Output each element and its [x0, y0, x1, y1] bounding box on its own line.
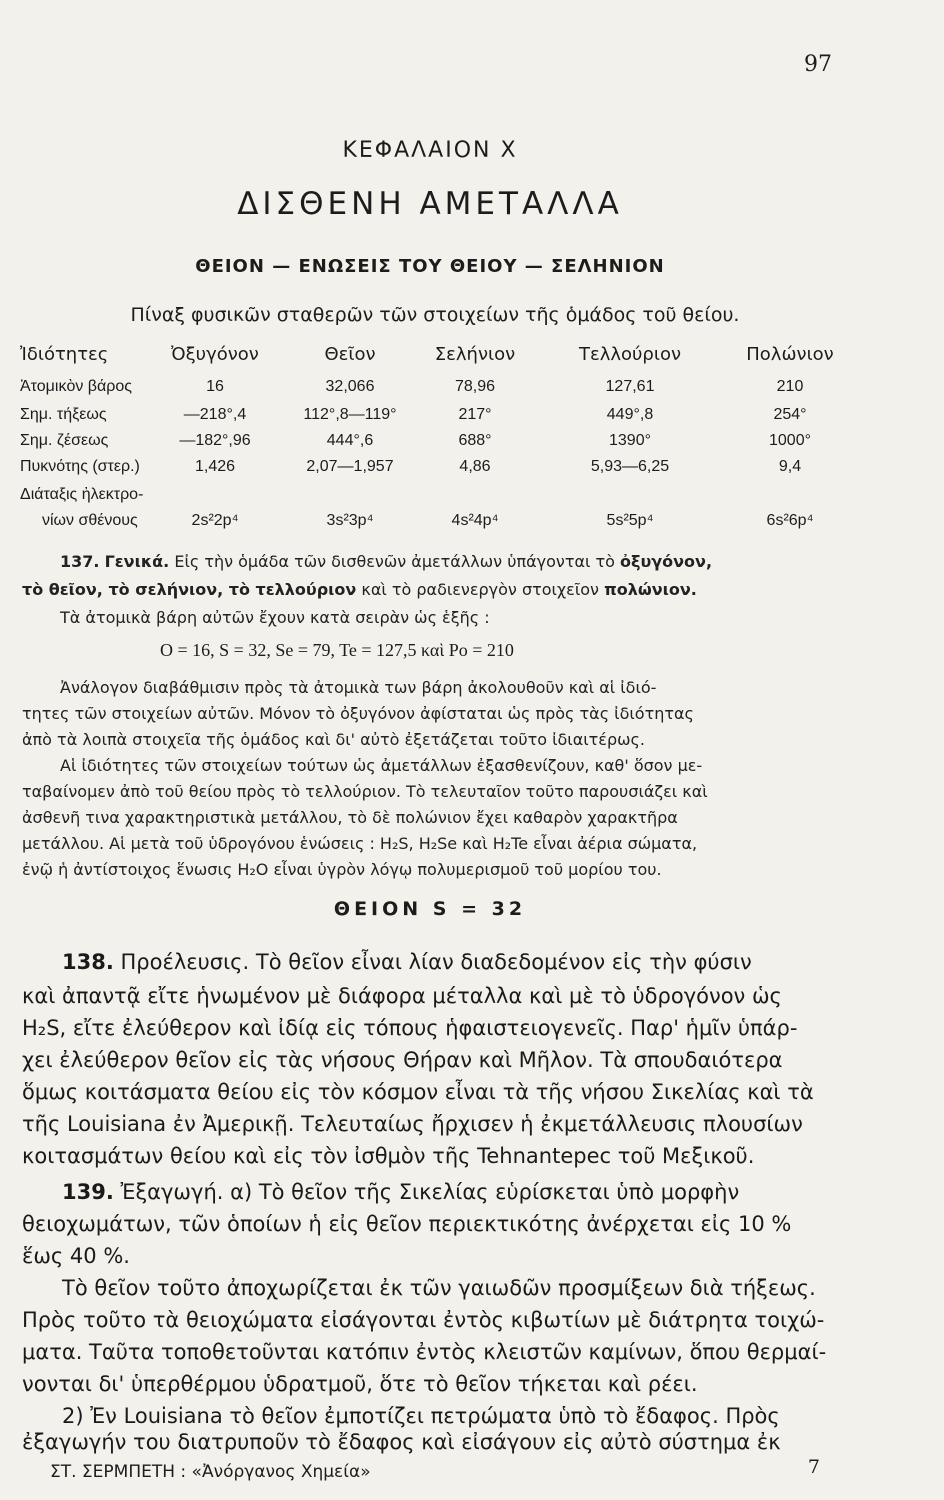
paragraph-line: ἀπὸ τὰ λοιπὰ στοιχεῖα τῆς ὁμάδος καὶ δι' αὐτὸ ἐξετάζεται τοῦτο ἰδιαιτέρως. [22, 730, 645, 749]
paragraph-line: ἀσθενῆ τινα χαρακτηριστικὰ μετάλλου, τὸ δὲ πολώνιον ἔχει καθαρὸν χαρακτῆρα [22, 808, 678, 827]
table-header: Ὀξυγόνον [171, 344, 259, 365]
paragraph-line: ἐξαγωγήν του διατρυποῦν τὸ ἔδαφος καὶ εἰσάγουν εἰς αὐτὸ σύστημα ἐκ [22, 1430, 781, 1454]
section-number: 137. [60, 552, 100, 571]
table-header: Θεῖον [324, 344, 376, 365]
table-cell: —218°,4 [183, 406, 247, 423]
table-cell: Σημ. τήξεως [20, 406, 107, 423]
section-title: ΘΕΙΟΝ S = 32 [333, 898, 527, 920]
section-heading: Προέλευσις. [120, 950, 250, 974]
table-cell: 127,61 [605, 378, 655, 395]
table-cell: 3s²3p⁴ [326, 512, 374, 529]
paragraph-line: 139. Ἐξαγωγή. α) Τὸ θεῖον τῆς Σικελίας εὑρίσκεται ὑπὸ μορφὴν [62, 1180, 740, 1204]
table-cell: 217° [458, 406, 492, 423]
paragraph-line: θειοχωμάτων, τῶν ὁποίων ἡ εἰς θεῖον περιεκτικότης ἀνέρχεται εἰς 10 % [22, 1212, 792, 1236]
paragraph-line: τῆς Louisiana ἐν Ἀμερικῇ. Τελευταίως ἤρχισεν ἡ ἐκμετάλλευσις πλουσίων [22, 1112, 803, 1136]
table-header: Τελλούριον [578, 344, 682, 365]
chapter-heading: ΚΕΦΑΛΑΙΟΝ Χ [342, 138, 518, 163]
paragraph-line: μετάλλου. Αἱ μετὰ τοῦ ὑδρογόνου ἑνώσεις : H₂S, H₂Se καὶ H₂Te εἶναι ἀέρια σώματα, [22, 834, 698, 853]
table-cell: 9,4 [778, 458, 802, 475]
paragraph-line: ταβαίνομεν ἀπὸ τοῦ θείου πρὸς τὸ τελλούριον. Τὸ τελευταῖον τοῦτο παρουσιάζει καὶ [22, 782, 708, 801]
table-cell: 78,96 [454, 378, 496, 395]
table-cell: Πυκνότης (στερ.) [20, 458, 140, 475]
table-cell: 16 [206, 378, 224, 395]
page-subtitle: ΘΕΙΟΝ — ΕΝΩΣΕΙΣ ΤΟΥ ΘΕΙΟΥ — ΣΕΛΗΝΙΟΝ [195, 256, 665, 277]
table-cell: 1000° [769, 432, 811, 449]
table-cell: Διάταξις ἠλεκτρο- [20, 486, 144, 503]
table-cell: 688° [458, 432, 492, 449]
paragraph-line: ἕως 40 %. [22, 1244, 130, 1268]
paragraph-line: 138. Προέλευσις. Τὸ θεῖον εἶναι λίαν διαδεδομένον εἰς τὴν φύσιν [62, 950, 752, 974]
paragraph-line: 2) Ἐν Louisiana τὸ θεῖον ἐμποτίζει πετρώματα ὑπὸ τὸ ἔδαφος. Πρὸς [62, 1404, 780, 1428]
paragraph-line: ματα. Ταῦτα τοποθετοῦνται κατόπιν ἐντὸς κλειστῶν καμίνων, ὅπου θερμαί- [22, 1340, 827, 1364]
paragraph-line: τὸ θεῖον, τὸ σελήνιον, τὸ τελλούριον καὶ τὸ ραδιενεργὸν στοιχεῖον πολώνιον. [22, 580, 697, 599]
table-header: Ἰδιότητες [20, 344, 109, 365]
table-cell: 210 [776, 378, 804, 395]
paragraph-line: 137. Γενικά. Εἰς τὴν ὁμάδα τῶν δισθενῶν ἀμετάλλων ὑπάγονται τὸ ὀξυγόνον, [60, 552, 713, 571]
table-cell: Σημ. ζέσεως [20, 432, 109, 449]
paragraph-line: κοιτασμάτων θείου καὶ εἰς τὸν ἰσθμὸν τῆς Tehnantepec τοῦ Μεξικοῦ. [22, 1144, 755, 1168]
section-number: 139. [62, 1180, 114, 1204]
table-cell: 254° [773, 406, 807, 423]
table-cell: 2s²2p⁴ [191, 512, 239, 529]
table-header: Σελήνιον [434, 344, 516, 365]
table-cell: 5,93—6,25 [590, 458, 670, 475]
table-cell: 4s²4p⁴ [451, 512, 499, 529]
table-caption: Πίναξ φυσικῶν σταθερῶν τῶν στοιχείων τῆς ὁμάδος τοῦ θείου. [130, 304, 740, 326]
paragraph-line: Τὸ θεῖον τοῦτο ἀποχωρίζεται ἐκ τῶν γαιωδῶν προσμίξεων διὰ τήξεως. [62, 1276, 816, 1300]
table-cell: Ἀτομικὸν βάρος [20, 378, 132, 395]
paragraph-line: Τὰ ἀτομικὰ βάρη αὐτῶν ἔχουν κατὰ σειρὰν ὡς ἑξῆς : [60, 608, 490, 627]
section-number: 138. [62, 950, 114, 974]
footer-signature-mark: 7 [807, 1456, 820, 1478]
table-header: Πολώνιον [746, 344, 834, 365]
table-cell: 444°,6 [326, 432, 374, 449]
table-cell: 32,066 [325, 378, 375, 395]
table-cell: 1390° [609, 432, 651, 449]
page-number: 97 [804, 52, 832, 77]
paragraph-line: ἐνῷ ἡ ἀντίστοιχος ἕνωσις H₂O εἶναι ὑγρὸν λόγῳ πολυμερισμοῦ τοῦ μορίου του. [22, 860, 662, 879]
table-cell: 2,07—1,957 [306, 458, 394, 475]
paragraph-line: Πρὸς τοῦτο τὰ θειοχώματα εἰσάγονται ἐντὸς κιβωτίων μὲ διάτρητα τοιχώ- [22, 1308, 825, 1332]
atomic-weights-formula: O = 16, S = 32, Se = 79, Te = 127,5 καὶ Po = 210 [160, 640, 514, 660]
table-cell: —182°,96 [179, 432, 251, 449]
paragraph-line: Αἱ ἰδιότητες τῶν στοιχείων τούτων ὡς ἀμετάλλων ἐξασθενίζουν, καθ' ὅσον με- [60, 756, 703, 775]
section-heading: Ἐξαγωγή. [120, 1180, 224, 1204]
table-cell: 4,86 [459, 458, 491, 475]
table-cell: νίων σθένους [42, 512, 138, 529]
page-title: ΔΙΣΘΕΝΗ ΑΜΕΤΑΛΛΑ [237, 186, 623, 222]
table-cell: 5s²5p⁴ [606, 512, 654, 529]
table-cell: 1,426 [194, 458, 236, 475]
table-cell: 449°,8 [606, 406, 654, 423]
paragraph-line: χει ἐλεύθερον θεῖον εἰς τὰς νήσους Θήραν καὶ Μῆλον. Τὰ σπουδαιότερα [22, 1048, 783, 1072]
table-cell: 112°,8—119° [303, 406, 397, 423]
table-cell: 6s²6p⁴ [766, 512, 814, 529]
paragraph-line: τητες τῶν στοιχείων αὐτῶν. Μόνον τὸ ὀξυγόνον ἀφίσταται ὡς πρὸς τὰς ἰδιότητας [22, 704, 694, 723]
paragraph-line: καὶ ἀπαντᾷ εἴτε ἡνωμένον μὲ διάφορα μέταλλα καὶ μὲ τὸ ὑδρογόνον ὡς [22, 984, 782, 1008]
paragraph-line: νονται δι' ὑπερθέρμου ὑδρατμοῦ, ὅτε τὸ θεῖον τήκεται καὶ ρέει. [22, 1372, 698, 1396]
section-heading: Γενικά. [104, 552, 170, 571]
paragraph-line: ὅμως κοιτάσματα θείου εἰς τὸν κόσμον εἶναι τὰ τῆς νήσου Σικελίας καὶ τὰ [22, 1080, 814, 1104]
footer-citation: ΣΤ. ΣΕΡΜΠΕΤΗ : «Ἀνόργανος Χημεία» [50, 1462, 371, 1482]
paragraph-line: Ἀνάλογον διαβάθμισιν πρὸς τὰ ἀτομικὰ των βάρη ἀκολουθοῦν καὶ αἱ ἰδιό- [60, 678, 657, 697]
paragraph-line: H₂S, εἴτε ἐλεύθερον καὶ ἰδίᾳ εἰς τόπους ἡφαιστειογενεῖς. Παρ' ἡμῖν ὑπάρ- [22, 1016, 798, 1040]
